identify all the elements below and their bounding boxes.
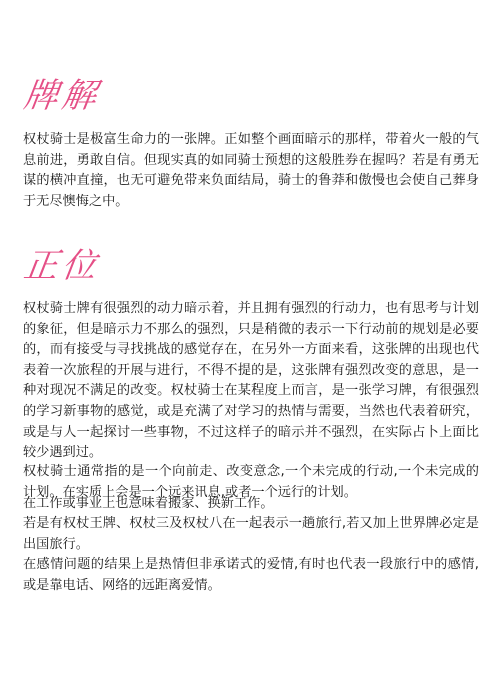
upright-paragraph: 权杖骑士牌有很强烈的动力暗示着，并且拥有强烈的行动力，也有思考与计划的象征，但是暗示力不那么的强烈，只是稍微的表示一下行动前的规划是必要的，而有接受与寻找挑战的感觉存在，在另外一方面来看，这张牌的出现也代表着一次旅程的开展与进行，不得不提的是，这张牌有强烈改变的意思，是一种对现况不满足的改变。权杖骑士在某程度上而言，是一张学习牌，有很强烈的学习新事物的感觉，或是充满了对学习的热情与需要，当然也代表着研究，或是与人一起探讨一些事物，不过这样子的暗示并不强烈，在实际占卜上面比较少遇到过。 (23, 301, 479, 461)
section-heading-interpretation: 牌解 (21, 76, 103, 116)
section-heading-upright: 正位 (21, 246, 103, 286)
upright-love-paragraph: 在感情问题的结果上是热情但非承诺式的爱情,有时也代表一段旅行中的感情,或是靠电话、网络的远距离爱情。 (23, 557, 479, 593)
upright-journey-paragraph: 权杖骑士通常指的是一个向前走、改变意念,一个未完成的行动,一个未完成的计划。在实质上会是一个远来讯息,或者一个远行的计划。 (23, 464, 479, 500)
upright-work-paragraph: 在工作或事业上也意味着搬家、换新工作。 (23, 496, 274, 511)
upright-abroad-paragraph: 若是有权杖王牌、权杖三及权杖八在一起表示一趟旅行,若又加上世界牌必定是出国旅行。 (23, 516, 479, 552)
interpretation-paragraph: 权杖骑士是极富生命力的一张牌。正如整个画面暗示的那样，带着火一般的气息前进，勇敢自信。但现实真的如同骑士预想的这般胜券在握吗？若是有勇无谋的横冲直撞，也无可避免带来负面结局，骑士的鲁莽和傲慢也会使自己葬身于无尽懊悔之中。 (23, 132, 479, 209)
